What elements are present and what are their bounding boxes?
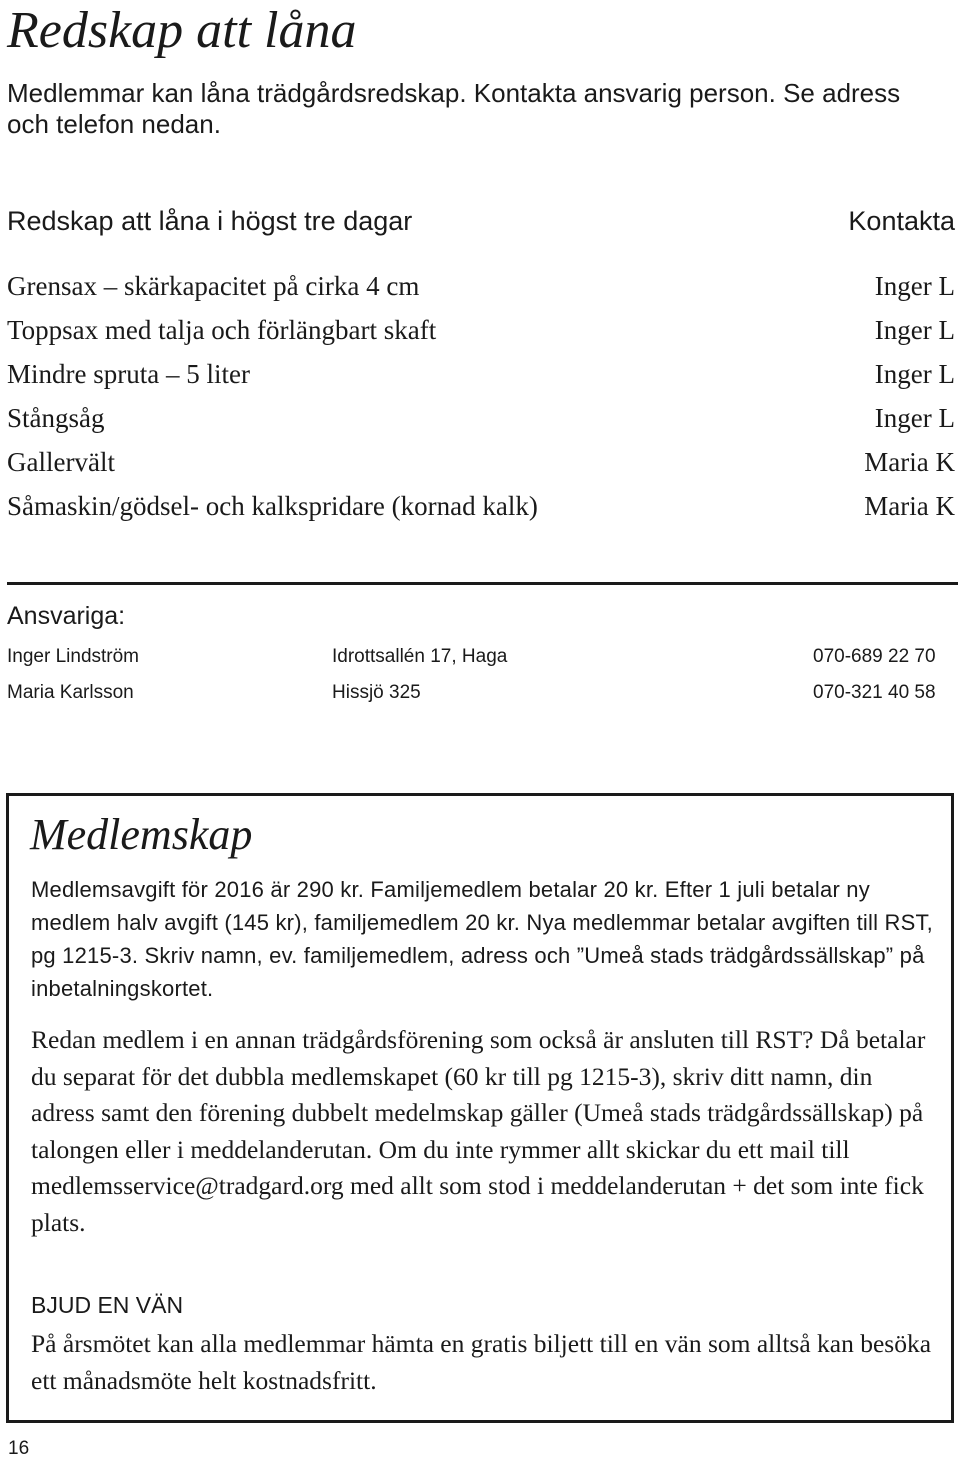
responsible-address: Hissjö 325 xyxy=(332,682,421,703)
tool-item: Toppsax med talja och förlängbart skaft xyxy=(7,315,437,345)
section-divider xyxy=(7,582,958,585)
contact-item: Maria K xyxy=(864,447,955,477)
invite-friend-text: På årsmötet kan alla medlemmar hämta en gratis biljett till en vän som alltså kan besöka ett månadsmöte helt kostnadsfritt. xyxy=(31,1329,932,1395)
responsible-heading: Ansvariga: xyxy=(7,602,126,630)
contact-item: Maria K xyxy=(864,491,955,521)
tool-item: Stångsåg xyxy=(7,403,105,433)
responsible-phone: 070-689 22 70 xyxy=(813,646,936,667)
responsible-phone: 070-321 40 58 xyxy=(813,682,936,703)
contact-item: Inger L xyxy=(874,271,955,301)
tools-column-heading: Redskap att låna i högst tre dagar xyxy=(7,206,413,236)
tools-list xyxy=(7,264,538,528)
invite-friend-heading: BJUD EN VÄN xyxy=(31,1292,184,1318)
tool-item: Gallervält xyxy=(7,447,115,477)
tool-item: Mindre spruta – 5 liter xyxy=(7,359,250,389)
responsible-address: Idrottsallén 17, Haga xyxy=(332,646,508,667)
contact-item: Inger L xyxy=(874,403,955,433)
contact-item: Inger L xyxy=(874,315,955,345)
double-membership-text: Redan medlem i en annan trädgårdsförening som också är ansluten till RST? Då betalar du separat för det dubbla medlemskapet (60 kr till pg 1215-3), skriv ditt namn, din adress samt den förening dubbelt medelmskap gäller (Umeå stads trädgårdssällskap) på talongen eller i meddelanderutan. Om du inte rymmer allt skickar du ett mail till medlemsservice@tradgard.org med allt som stod i meddelanderutan + det som inte fick plats. xyxy=(31,1025,926,1237)
page-title: Redskap att låna xyxy=(7,2,357,59)
tool-item: Grensax – skärkapacitet på cirka 4 cm xyxy=(7,271,420,301)
page-number: 16 xyxy=(8,1438,30,1459)
intro-text: Medlemmar kan låna trädgårdsredskap. Kontakta ansvarig person. Se adress och telefon nedan. xyxy=(7,78,901,139)
responsible-name: Inger Lindström xyxy=(7,646,140,667)
contact-column-heading: Kontakta xyxy=(848,206,955,236)
membership-title: Medlemskap xyxy=(30,810,253,859)
contacts-list xyxy=(864,264,955,528)
membership-fee-text: Medlemsavgift för 2016 är 290 kr. Familjemedlem betalar 20 kr. Efter 1 juli betalar ny medlem halv avgift (145 kr), familjemedlem 20 kr. Nya medlemmar betalar avgiften till RST, pg 1215-3. Skriv namn, ev. familjemedlem, adress och ”Umeå stads trädgårdssällskap” på inbetalningskortet. xyxy=(31,877,933,1001)
tool-item: Såmaskin/gödsel- och kalkspridare (kornad kalk) xyxy=(7,491,538,521)
contact-item: Inger L xyxy=(874,359,955,389)
responsible-name: Maria Karlsson xyxy=(7,682,134,703)
